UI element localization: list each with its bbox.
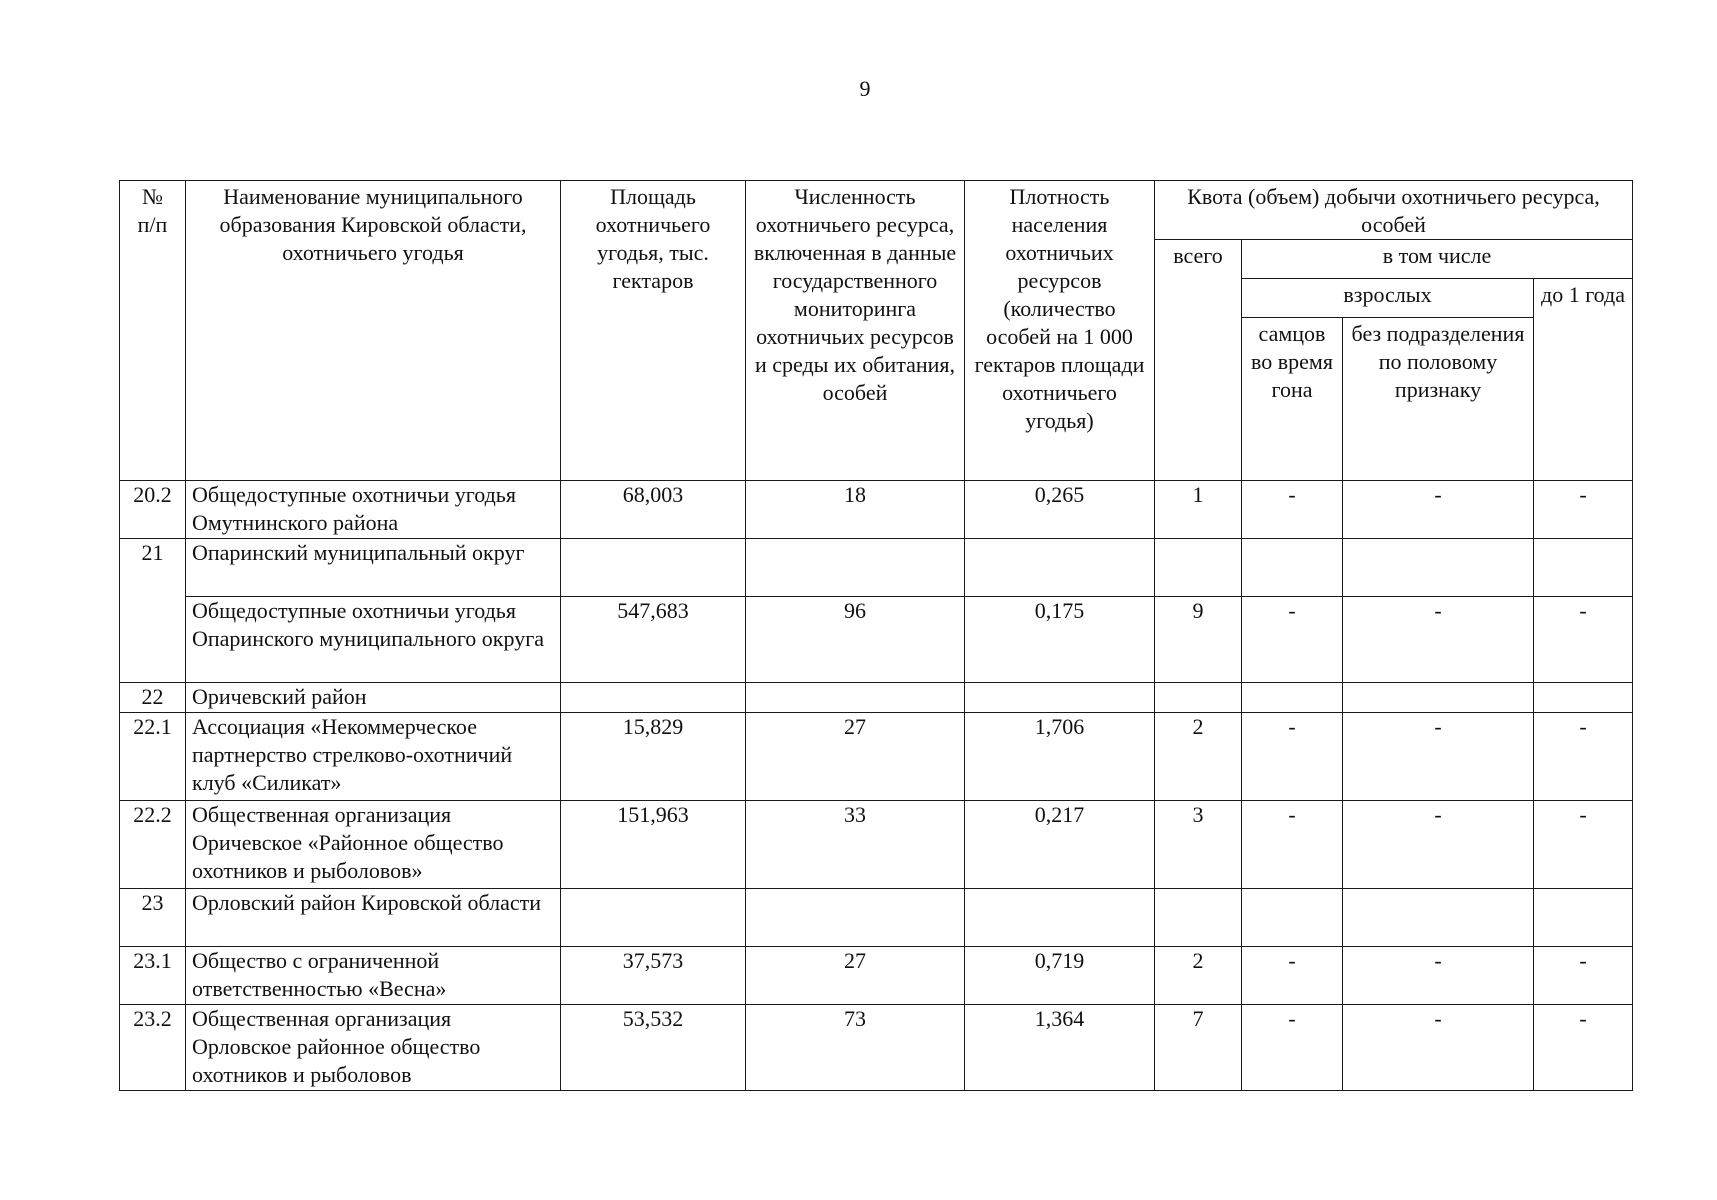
row-young: - [1534, 480, 1633, 538]
row-total: 7 [1155, 1004, 1242, 1090]
row-males: - [1242, 596, 1343, 682]
row-density: 0,265 [965, 480, 1155, 538]
row-name: Орловский район Кировской области [186, 888, 561, 946]
row-nosex: - [1343, 712, 1534, 800]
table-row [120, 538, 1633, 596]
table-row [120, 682, 1633, 712]
table-row [120, 888, 1633, 946]
row-name: Оричевский район [186, 682, 561, 712]
quota-table [119, 180, 1633, 1091]
header-under-one: до 1 года [1534, 278, 1633, 480]
row-area: 547,683 [561, 596, 746, 682]
row-number: 23.1 [120, 946, 186, 1004]
table-body [120, 480, 1633, 1090]
row-number: 23 [120, 888, 186, 946]
row-number: 22.2 [120, 800, 186, 888]
header-count: Численность охотничьего ресурса, включенная в данные государственного мониторинга охотничьих ресурсов и среды их обитания, особей [746, 181, 965, 481]
row-total [1155, 888, 1242, 946]
row-count: 27 [746, 712, 965, 800]
row-males: - [1242, 1004, 1343, 1090]
row-count: 18 [746, 480, 965, 538]
header-males-rut: самцов во время гона [1242, 317, 1343, 480]
row-area: 15,829 [561, 712, 746, 800]
row-young: - [1534, 800, 1633, 888]
row-name: Общество с ограниченной ответственностью «Весна» [186, 946, 561, 1004]
row-total: 9 [1155, 596, 1242, 682]
row-total: 3 [1155, 800, 1242, 888]
row-males: - [1242, 480, 1343, 538]
row-density [965, 888, 1155, 946]
row-density: 0,719 [965, 946, 1155, 1004]
row-number: 23.2 [120, 1004, 186, 1090]
row-area: 68,003 [561, 480, 746, 538]
row-area [561, 682, 746, 712]
row-nosex: - [1343, 596, 1534, 682]
table-row [120, 480, 1633, 538]
row-area [561, 888, 746, 946]
row-density [965, 538, 1155, 596]
row-males: - [1242, 800, 1343, 888]
header-quota: Квота (объем) добычи охотничьего ресурса, особей [1155, 181, 1633, 240]
row-nosex [1343, 888, 1534, 946]
row-males: - [1242, 946, 1343, 1004]
header-name: Наименование муниципального образования Кировской области, охотничьего угодья [186, 181, 561, 481]
row-nosex: - [1343, 1004, 1534, 1090]
row-count [746, 538, 965, 596]
row-young: - [1534, 596, 1633, 682]
row-nosex [1343, 682, 1534, 712]
row-total: 1 [1155, 480, 1242, 538]
row-total [1155, 538, 1242, 596]
row-young [1534, 888, 1633, 946]
row-number: 20.2 [120, 480, 186, 538]
row-name: Ассоциация «Некоммерческое партнерство стрелково-охотничий клуб «Силикат» [186, 712, 561, 800]
table-row [120, 1004, 1633, 1090]
header-no-sex: без подразделения по половому признаку [1343, 317, 1534, 480]
row-density [965, 682, 1155, 712]
table-row [120, 946, 1633, 1004]
header-including: в том числе [1242, 239, 1633, 278]
row-count [746, 888, 965, 946]
row-nosex: - [1343, 480, 1534, 538]
table-row [120, 712, 1633, 800]
row-name: Опаринский муниципальный округ [186, 538, 561, 596]
row-density: 1,706 [965, 712, 1155, 800]
row-males [1242, 682, 1343, 712]
header-area: Площадь охотничьего угодья, тыс. гектаров [561, 181, 746, 481]
row-count: 73 [746, 1004, 965, 1090]
row-young [1534, 538, 1633, 596]
row-density: 1,364 [965, 1004, 1155, 1090]
row-number: 22.1 [120, 712, 186, 800]
row-young: - [1534, 712, 1633, 800]
row-nosex: - [1343, 946, 1534, 1004]
row-number: 21 [120, 538, 186, 682]
header-number: № п/п [120, 181, 186, 481]
row-name: Общедоступные охотничьи угодья Опаринского муниципального округа [186, 596, 561, 682]
row-density: 0,217 [965, 800, 1155, 888]
row-name: Общественная организация Орловское районное общество охотников и рыболовов [186, 1004, 561, 1090]
row-males: - [1242, 712, 1343, 800]
table-row [120, 596, 1633, 682]
row-count: 96 [746, 596, 965, 682]
row-males [1242, 888, 1343, 946]
row-count [746, 682, 965, 712]
row-area: 53,532 [561, 1004, 746, 1090]
row-young: - [1534, 946, 1633, 1004]
row-count: 33 [746, 800, 965, 888]
row-count: 27 [746, 946, 965, 1004]
row-name: Общественная организация Оричевское «Районное общество охотников и рыболовов» [186, 800, 561, 888]
row-name: Общедоступные охотничьи угодья Омутнинского района [186, 480, 561, 538]
row-nosex [1343, 538, 1534, 596]
row-area: 151,963 [561, 800, 746, 888]
table-row [120, 800, 1633, 888]
row-males [1242, 538, 1343, 596]
row-area: 37,573 [561, 946, 746, 1004]
header-adults: взрослых [1242, 278, 1534, 317]
row-area [561, 538, 746, 596]
row-young: - [1534, 1004, 1633, 1090]
header-density: Плотность населения охотничьих ресурсов (количество особей на 1 000 гектаров площади охотничьего угодья) [965, 181, 1155, 481]
page-number: 9 [859, 76, 871, 101]
row-young [1534, 682, 1633, 712]
row-total [1155, 682, 1242, 712]
header-total: всего [1155, 239, 1242, 480]
row-density: 0,175 [965, 596, 1155, 682]
row-nosex: - [1343, 800, 1534, 888]
table-header [120, 181, 1633, 481]
row-total: 2 [1155, 946, 1242, 1004]
row-total: 2 [1155, 712, 1242, 800]
row-number: 22 [120, 682, 186, 712]
